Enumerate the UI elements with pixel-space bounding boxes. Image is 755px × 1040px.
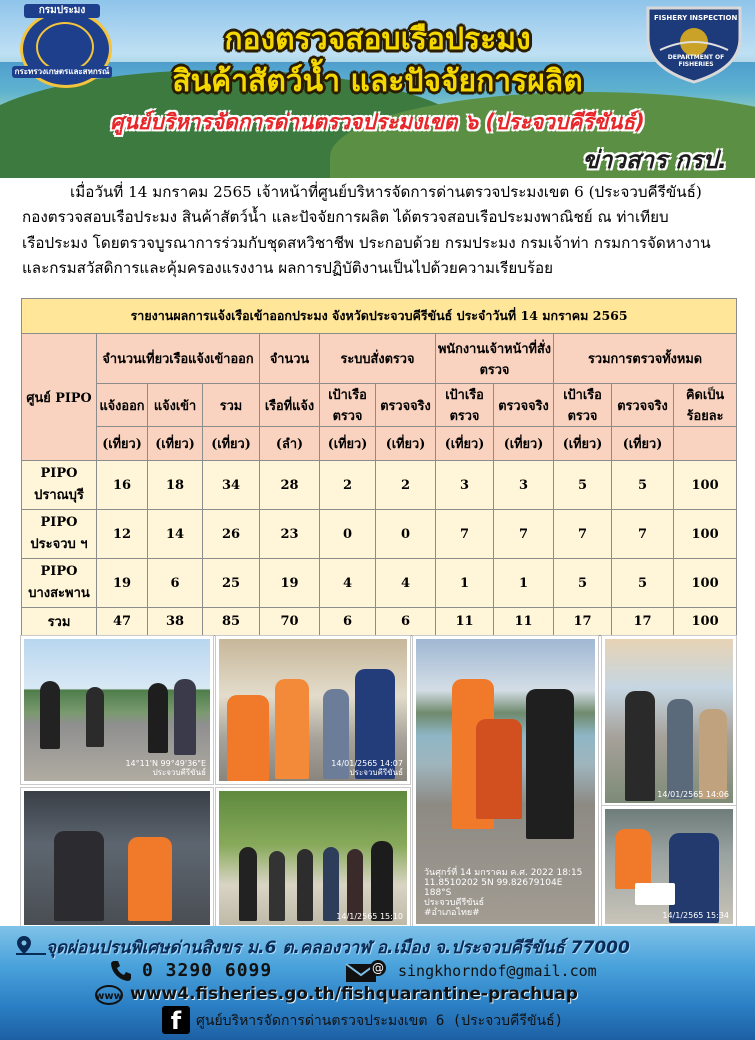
person-figure	[667, 699, 693, 799]
group-header-trips: จำนวนเที่ยวเรือแจ้งเข้าออก	[97, 334, 260, 384]
footer-phone[interactable]: 0 3290 6099	[142, 960, 273, 981]
col-header-target-b: ตรวจ	[332, 409, 363, 424]
photo-team-outdoor	[216, 788, 410, 928]
timestamp-line: ประจวบคีรีขันธ์	[424, 898, 485, 908]
col-header-target	[320, 384, 376, 427]
table-cell: 100	[674, 461, 737, 510]
col-header-in: แจ้งเข้า	[148, 384, 203, 427]
col-header-center: ศูนย์ PIPO	[22, 334, 97, 461]
unit-trip: (เที่ยว)	[612, 427, 674, 461]
person-lifejacket	[275, 679, 309, 779]
total-cell: 6	[376, 608, 436, 636]
person-figure	[86, 687, 104, 747]
table-cell: 0	[320, 510, 376, 559]
photo-paperwork-table	[602, 806, 736, 927]
timestamp-line: 188°S	[424, 888, 452, 898]
header-banner	[0, 0, 755, 178]
table-cell: 7	[436, 510, 494, 559]
document-paper	[635, 883, 675, 905]
table-total-row	[22, 608, 737, 636]
row-center-location: บางสะพาน	[28, 586, 90, 601]
photo-timestamp	[424, 868, 582, 918]
group-header-total: รวมการตรวจทั้งหมด	[554, 334, 737, 384]
table-cell: 5	[554, 559, 612, 608]
row-center-name	[22, 510, 97, 559]
photo-timestamp	[336, 912, 403, 921]
table-cell: 2	[376, 461, 436, 510]
total-cell: 70	[260, 608, 320, 636]
col-header-target	[436, 384, 494, 427]
total-cell: 38	[148, 608, 203, 636]
person-figure	[40, 681, 60, 749]
office-name: ศูนย์บริหารจัดการด่านตรวจประมงเขต ๖ (ประจวบคีรีขันธ์)	[110, 110, 645, 134]
row-center-prefix: PIPO	[40, 466, 78, 481]
person-figure	[699, 709, 727, 799]
footer-facebook-page[interactable]: ศูนย์บริหารจัดการด่านตรวจประมงเขต 6 (ประจวบคีรีขันธ์)	[196, 1013, 564, 1029]
unit-trip: (เที่ยว)	[494, 427, 554, 461]
table-cell: 7	[554, 510, 612, 559]
person-officer	[526, 689, 574, 839]
row-center-prefix: PIPO	[40, 515, 78, 530]
table-cell: 1	[494, 559, 554, 608]
report-table	[21, 298, 737, 636]
news-tagline: ข่าวสาร กรป.	[582, 146, 727, 174]
row-center-location: ปราณบุรี	[34, 488, 84, 503]
paragraph-line: เรือประมง โดยตรวจบูรณาการร่วมกับชุดสหวิชาชีพ ประกอบด้วย กรมประมง กรมเจ้าท่า กรมการจัดหางาน	[22, 233, 711, 252]
table-cell: 25	[203, 559, 260, 608]
photo-timestamp	[331, 759, 403, 777]
paragraph-line: เมื่อวันที่ 14 มกราคม 2565 เจ้าหน้าที่ศูนย์บริหารจัดการด่านตรวจประมงเขต 6 (ประจวบคีรีขันธ์)	[70, 183, 702, 201]
table-cell: 5	[612, 461, 674, 510]
news-paragraph	[22, 180, 734, 282]
table-cell: 19	[260, 559, 320, 608]
col-header-target-b: ตรวจ	[449, 409, 480, 424]
col-header-target-b: ตรวจ	[567, 409, 598, 424]
col-header-target-a: เป้าเรือ	[563, 388, 602, 403]
person-figure	[347, 849, 363, 921]
col-header-boats: เรือที่แจ้ง	[260, 384, 320, 427]
timestamp-line: 14/01/2565 14:07	[331, 759, 403, 768]
total-cell: 100	[674, 608, 737, 636]
group-header-count: จำนวน	[260, 334, 320, 384]
col-header-actual: ตรวจจริง	[494, 384, 554, 427]
headline-title: กองตรวจสอบเรือประมง	[224, 22, 531, 57]
phone-icon	[108, 958, 134, 984]
row-center-name	[22, 559, 97, 608]
table-cell: 1	[436, 559, 494, 608]
photo-document-review	[602, 636, 736, 806]
table-cell: 100	[674, 510, 737, 559]
timestamp-line: 14°11'N 99°49'36"E	[125, 759, 206, 768]
photo-inspection-pier	[21, 636, 213, 784]
col-header-target-a: เป้าเรือ	[445, 388, 484, 403]
total-cell: 11	[494, 608, 554, 636]
timestamp-line: 14/1/2565 15:34	[662, 911, 729, 920]
footer-address: จุดผ่อนปรนพิเศษด่านสิงขร ม.6 ต.คลองวาฬ อ.เมือง จ.ประจวบคีรีขันธ์ 77000	[46, 938, 630, 958]
timestamp-line: ประจวบคีรีขันธ์	[349, 768, 403, 777]
table-cell: 23	[260, 510, 320, 559]
person-figure	[297, 849, 313, 921]
person-figure	[54, 831, 104, 921]
table-row	[22, 510, 737, 559]
person-lifejacket	[476, 719, 522, 819]
table-cell: 14	[148, 510, 203, 559]
table-cell: 100	[674, 559, 737, 608]
table-cell: 7	[612, 510, 674, 559]
unit-trip: (เที่ยว)	[376, 427, 436, 461]
svg-text:www: www	[95, 991, 123, 1002]
table-cell: 7	[494, 510, 554, 559]
total-cell: 6	[320, 608, 376, 636]
facebook-icon: f	[162, 1006, 190, 1034]
photo-crew-lifejackets	[216, 636, 410, 784]
footer-email[interactable]: singkhorndof@gmail.com	[398, 962, 597, 980]
total-cell: 85	[203, 608, 260, 636]
col-header-actual: ตรวจจริง	[376, 384, 436, 427]
person-figure	[269, 851, 285, 921]
person-figure	[148, 683, 168, 753]
photo-timestamp	[662, 911, 729, 920]
table-row	[22, 461, 737, 510]
email-icon	[344, 958, 388, 984]
web-icon	[94, 984, 124, 1006]
person-lifejacket	[128, 837, 172, 921]
table-cell: 5	[612, 559, 674, 608]
col-header-target-a: เป้าเรือ	[328, 388, 367, 403]
timestamp-line: #อำเภอไทย#	[424, 908, 480, 918]
total-cell: 47	[97, 608, 148, 636]
unit-trip: (เที่ยว)	[97, 427, 148, 461]
table-cell: 16	[97, 461, 148, 510]
timestamp-line: 14/01/2565 14:06	[657, 790, 729, 799]
person-officer	[625, 691, 655, 801]
photo-scan-check	[413, 636, 598, 927]
person-figure	[239, 847, 257, 921]
photo-vehicle-check	[21, 788, 213, 928]
badge-top-label: FISHERY INSPECTION	[654, 14, 738, 22]
person-figure	[174, 679, 196, 755]
col-header-sum: รวม	[203, 384, 260, 427]
seal-bottom-label: กระทรวงเกษตรและสหกรณ์	[12, 66, 112, 78]
col-header-pct-a: คิดเป็น	[686, 388, 725, 403]
table-cell: 0	[376, 510, 436, 559]
timestamp-line: ประจวบคีรีขันธ์	[152, 768, 206, 777]
person-lifejacket	[615, 829, 651, 889]
contact-footer	[0, 926, 755, 1040]
table-cell: 4	[320, 559, 376, 608]
headline-subtitle: สินค้าสัตว์น้ำ และปัจจัยการผลิต	[172, 64, 583, 99]
table-cell: 4	[376, 559, 436, 608]
table-cell: 2	[320, 461, 376, 510]
person-lifejacket	[227, 695, 269, 781]
group-header-officer: พนักงานเจ้าหน้าที่สั่งตรวจ	[436, 334, 554, 384]
total-label: รวม	[22, 608, 97, 636]
person-officer	[371, 841, 393, 921]
photo-timestamp	[657, 790, 729, 799]
location-pin-icon	[14, 934, 48, 956]
photo-timestamp	[125, 759, 206, 777]
table-row	[22, 559, 737, 608]
col-header-actual: ตรวจจริง	[612, 384, 674, 427]
table-cell: 6	[148, 559, 203, 608]
table-cell: 3	[436, 461, 494, 510]
row-center-location: ประจวบ ฯ	[30, 537, 88, 552]
table-cell: 12	[97, 510, 148, 559]
col-header-out: แจ้งออก	[97, 384, 148, 427]
table-body	[22, 461, 737, 608]
total-cell: 17	[612, 608, 674, 636]
timestamp-line: วันศุกร์ที่ 14 มกราคม ค.ศ. 2022 18:15	[424, 868, 583, 878]
table-cell: 28	[260, 461, 320, 510]
unit-trip: (เที่ยว)	[320, 427, 376, 461]
person-officer	[669, 833, 719, 923]
unit-trip: (เที่ยว)	[203, 427, 260, 461]
table-cell: 5	[554, 461, 612, 510]
row-center-name	[22, 461, 97, 510]
unit-trip: (เที่ยว)	[148, 427, 203, 461]
table-cell: 18	[148, 461, 203, 510]
row-center-prefix: PIPO	[40, 564, 78, 579]
timestamp-line: 14/1/2565 15:10	[336, 912, 403, 921]
paragraph-line: และกรมสวัสดิการและคุ้มครองแรงงาน ผลการปฏิบัติงานเป็นไปด้วยความเรียบร้อย	[22, 259, 554, 278]
table-cell: 34	[203, 461, 260, 510]
group-header-system: ระบบสั่งตรวจ	[320, 334, 436, 384]
paragraph-line: กองตรวจสอบเรือประมง สินค้าสัตว์น้ำ และปัจจัยการผลิต ได้ตรวจสอบเรือประมงพาณิชย์ ณ ท่าเทียบ	[22, 208, 669, 227]
svg-text:@: @	[372, 961, 384, 975]
table-cell: 26	[203, 510, 260, 559]
unit-boat: (ลำ)	[260, 427, 320, 461]
unit-trip: (เที่ยว)	[436, 427, 494, 461]
unit-trip: (เที่ยว)	[554, 427, 612, 461]
total-cell: 17	[554, 608, 612, 636]
col-header-pct	[674, 384, 737, 427]
table-cell: 3	[494, 461, 554, 510]
table-caption: รายงานผลการแจ้งเรือเข้าออกประมง จังหวัดประจวบคีรีขันธ์ ประจำวันที่ 14 มกราคม 2565	[22, 299, 737, 334]
total-cell: 11	[436, 608, 494, 636]
footer-website[interactable]: www4.fisheries.go.th/fishquarantine-prachuap	[130, 984, 578, 1004]
person-figure	[323, 847, 339, 921]
table-cell: 19	[97, 559, 148, 608]
timestamp-line: 11.8510202 5N 99.82679104E	[424, 878, 563, 888]
badge-bottom-label: DEPARTMENT OF FISHERIES	[667, 54, 725, 68]
unit-empty	[674, 427, 737, 461]
col-header-pct-b: ร้อยละ	[686, 409, 724, 424]
col-header-target	[554, 384, 612, 427]
seal-top-label: กรมประมง	[24, 4, 100, 18]
